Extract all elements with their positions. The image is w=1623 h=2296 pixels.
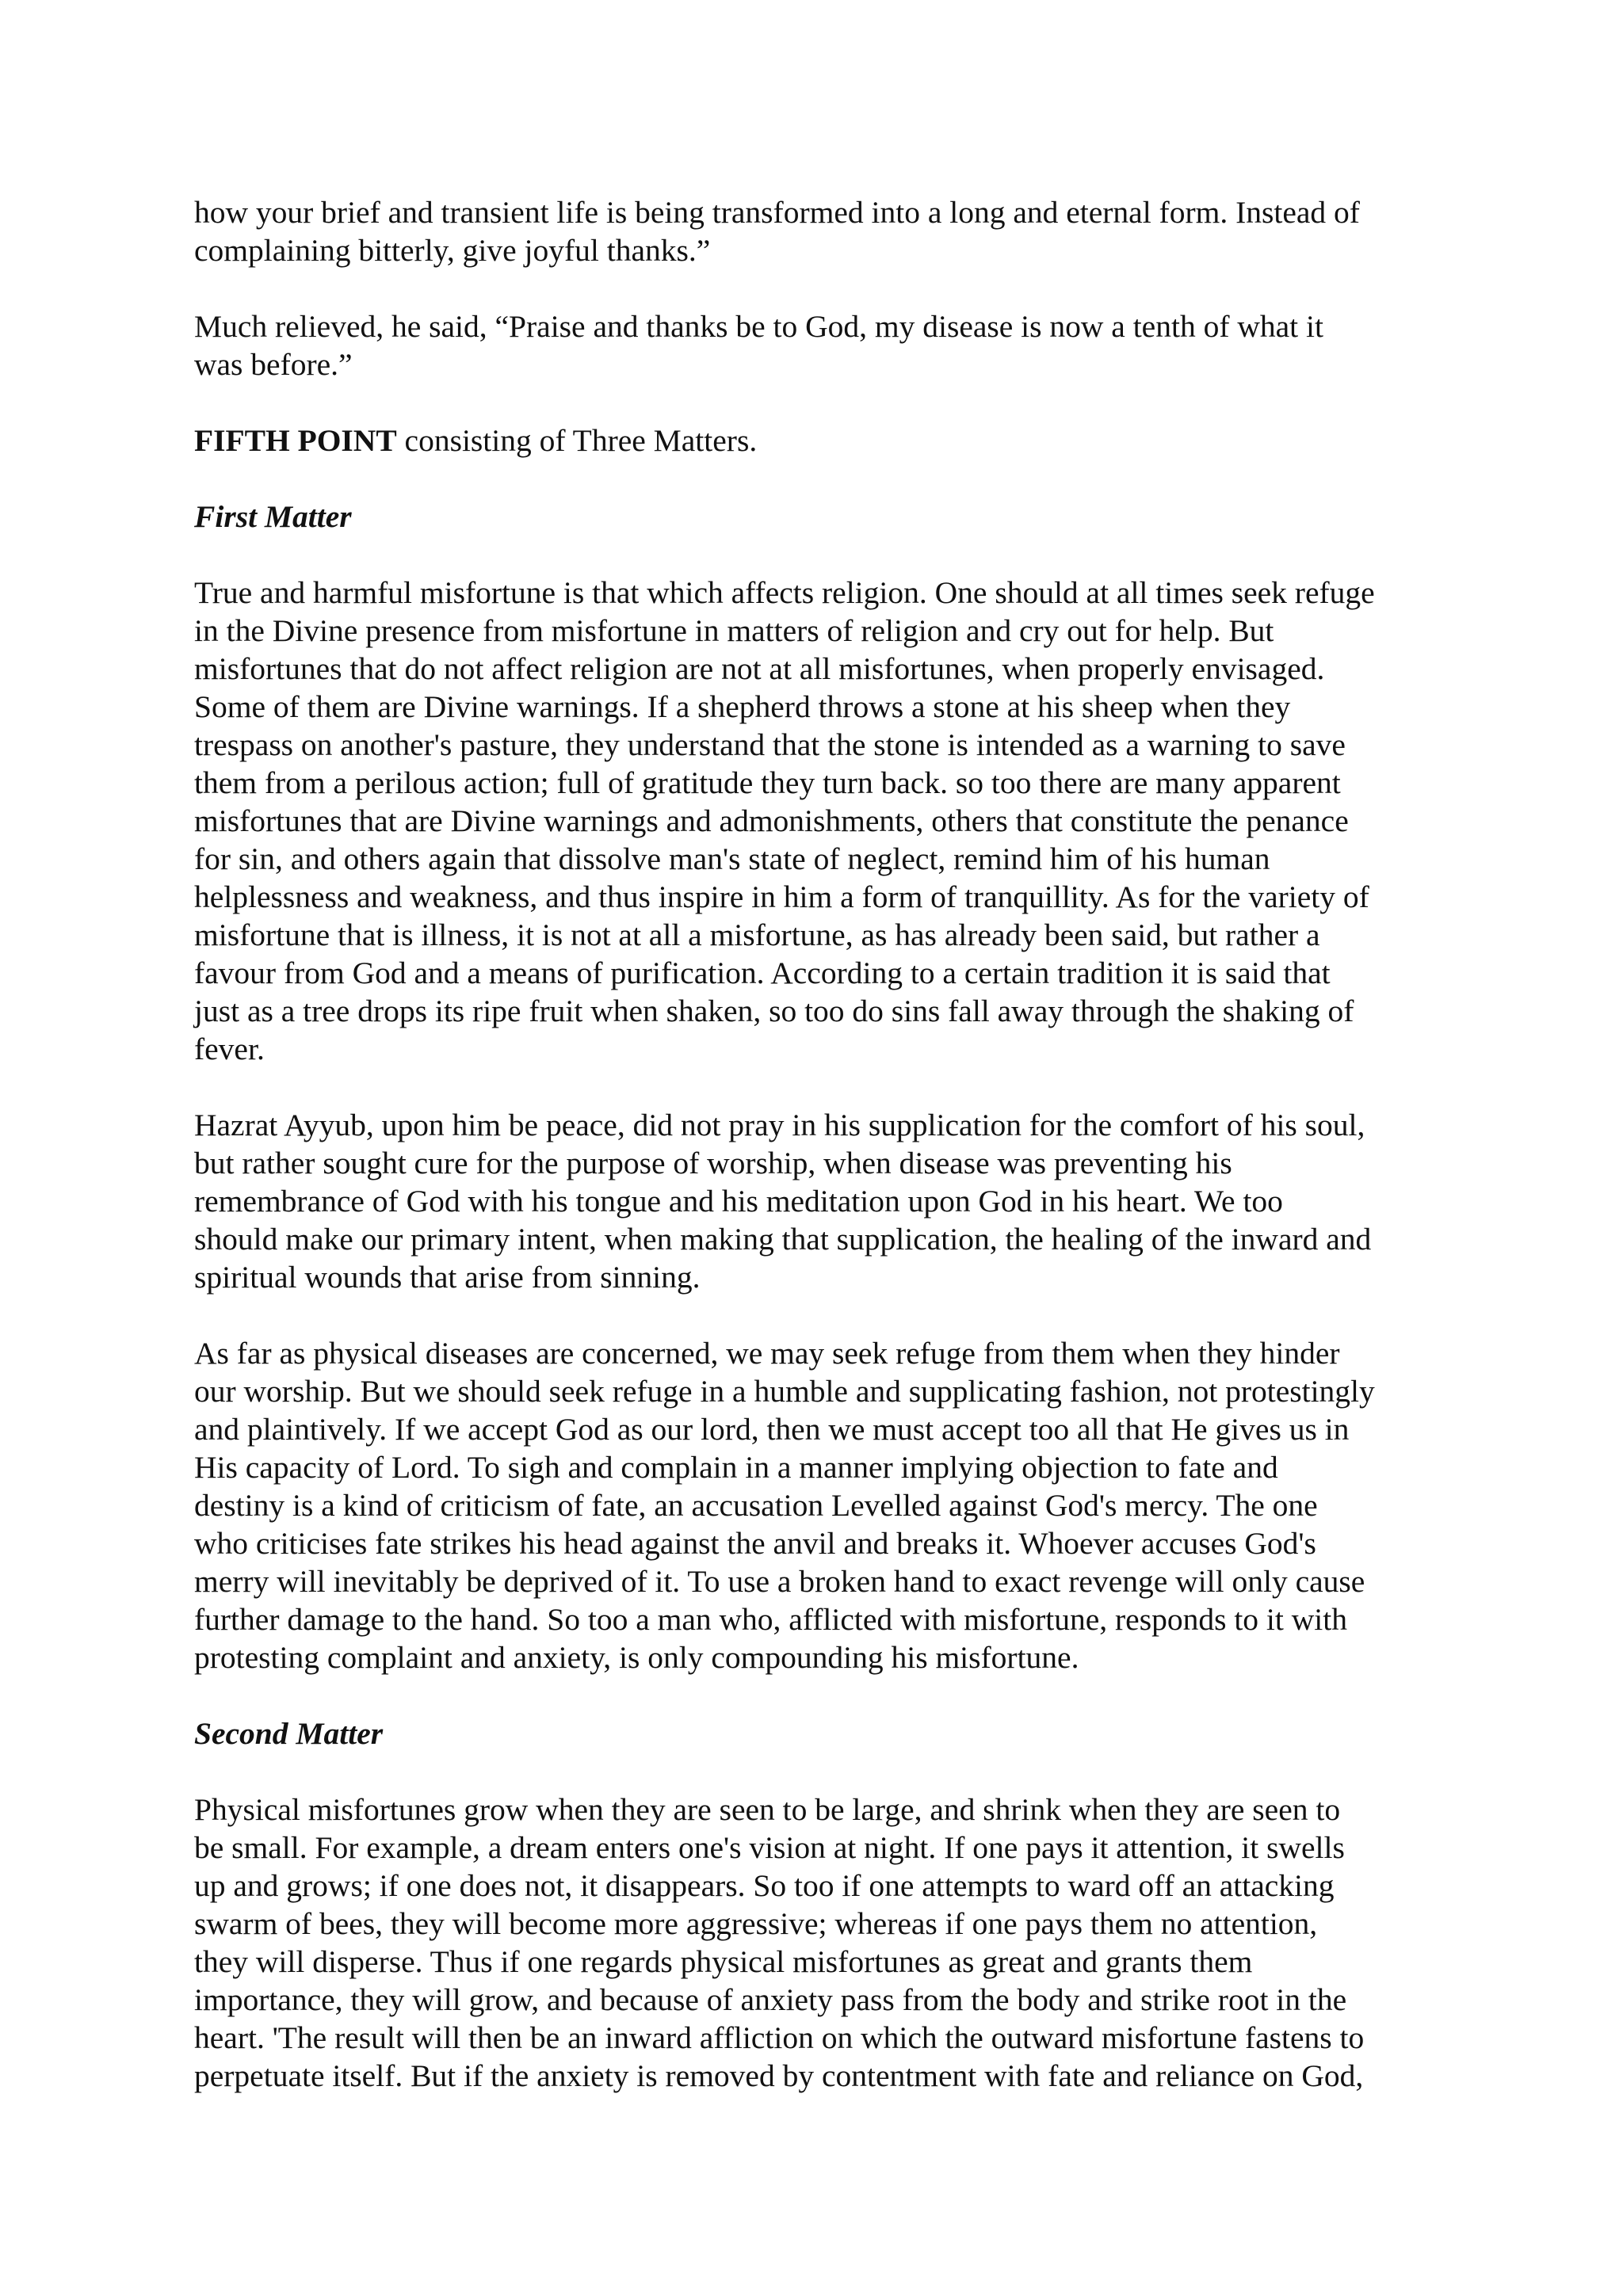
paragraph-relief: Much relieved, he said, “Praise and thanks be to God, my disease is now a tenth of what it was before.” <box>194 309 1323 382</box>
fifth-point-label: FIFTH POINT <box>194 423 397 458</box>
paragraph-continuation: how your brief and transient life is being transformed into a long and eternal form. Instead of complaining bitterly, give joyful thanks.” <box>194 195 1360 268</box>
paragraph-fifth-point <box>194 421 1458 460</box>
paragraph-hazrat-ayyub: Hazrat Ayyub, upon him be peace, did not pray in his supplication for the comfort of his soul, but rather sought cure for the purpose of worship, when disease was preventing his remembrance of God with his tongue and his meditation upon God in his heart. We too should make our primary intent, when making that supplication, the healing of the inward and spiritual wounds that arise from sinning. <box>194 1108 1372 1295</box>
fifth-point-text: consisting of Three Matters. <box>396 423 758 458</box>
heading-second-matter: Second Matter <box>194 1716 384 1751</box>
paragraph-true-misfortune: True and harmful misfortune is that which affects religion. One should at all times seek refuge in the Divine presence from misfortune in matters of religion and cry out for help. But misfortunes that do not affect religion are not at all misfortunes, when properly envisaged. Some of them are Divine warnings. If a shepherd throws a stone at his sheep when they trespass on another's pasture, they understand that the stone is intended as a warning to save them from a perilous action; full of gratitude they turn back. so too there are many apparent misfortunes that are Divine warnings and admonishments, others that constitute the penance for sin, and others again that dissolve man's state of neglect, remind him of his human helplessness and weakness, and thus inspire in him a form of tranquillity. As for the variety of misfortune that is illness, it is not at all a misfortune, as has already been said, but rather a favour from God and a means of purification. According to a certain tradition it is said that just as a tree drops its ripe fruit when shaken, so too do sins fall away through the shaking of fever. <box>194 575 1375 1066</box>
paragraph-physical-diseases: As far as physical diseases are concerned, we may seek refuge from them when they hinder our worship. But we should seek refuge in a humble and supplicating fashion, not protestingly and plaintively. If we accept God as our lord, then we must accept too all that He gives us in His capacity of Lord. To sigh and complain in a manner implying objection to fate and destiny is a kind of criticism of fate, an accusation Levelled against God's mercy. The one who criticises fate strikes his head against the anvil and breaks it. Whoever accuses God's merry will inevitably be deprived of it. To use a broken hand to exact revenge will only cause further damage to the hand. So too a man who, afflicted with misfortune, responds to it with protesting complaint and anxiety, is only compounding his misfortune. <box>194 1336 1375 1675</box>
heading-first-matter: First Matter <box>194 499 352 534</box>
document-page <box>194 193 1458 2095</box>
paragraph-physical-misfortunes: Physical misfortunes grow when they are seen to be large, and shrink when they are seen to be small. For example, a dream enters one's vision at night. If one pays it attention, it swells up and grows; if one does not, it disappears. So too if one attempts to ward off an attacking swarm of bees, they will become more aggressive; whereas if one pays them no attention, they will disperse. Thus if one regards physical misfortunes as great and grants them importance, they will grow, and because of anxiety pass from the body and strike root in the heart. 'The result will then be an inward affliction on which the outward misfortune fastens to perpetuate itself. But if the anxiety is removed by contentment with fate and reliance on God, <box>194 1792 1365 2093</box>
